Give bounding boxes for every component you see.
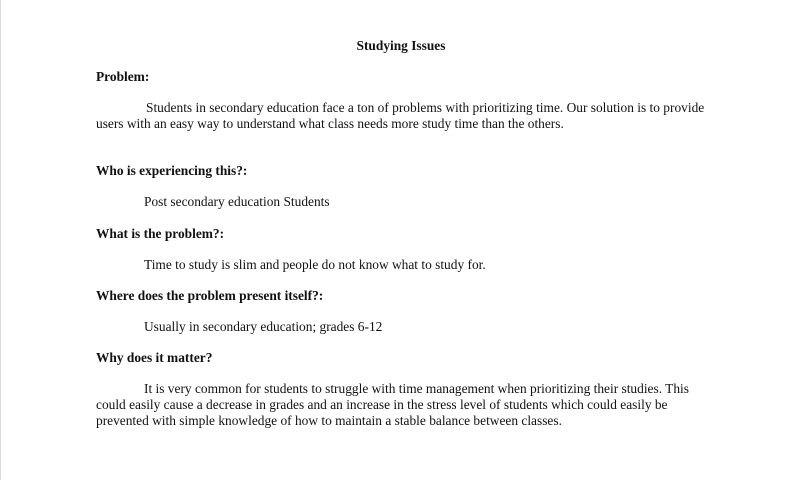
section-heading-where: Where does the problem present itself?:	[96, 288, 324, 303]
section-body-why: It is very common for students to struggle with time management when prioritizing their studies. This could easily cause a decrease in grades and an increase in the stress level of students which could easily be prevented with simple knowledge of how to maintain a stable balance between classes.	[96, 381, 689, 429]
section-heading-why: Why does it matter?	[96, 350, 213, 365]
section-body-what: Time to study is slim and people do not know what to study for.	[144, 257, 486, 272]
section-heading-problem: Problem:	[96, 69, 150, 84]
document-title: Studying Issues	[356, 38, 446, 53]
section-body-problem: Students in secondary education face a ton of problems with prioritizing time. Our solution is to provide users with an easy way to understand what class needs more study time than the others.	[96, 100, 705, 132]
section-body-who: Post secondary education Students	[144, 194, 330, 209]
section-body-where: Usually in secondary education; grades 6-12	[144, 319, 383, 334]
section-heading-who: Who is experiencing this?:	[96, 163, 248, 178]
section-heading-what: What is the problem?:	[96, 226, 225, 241]
